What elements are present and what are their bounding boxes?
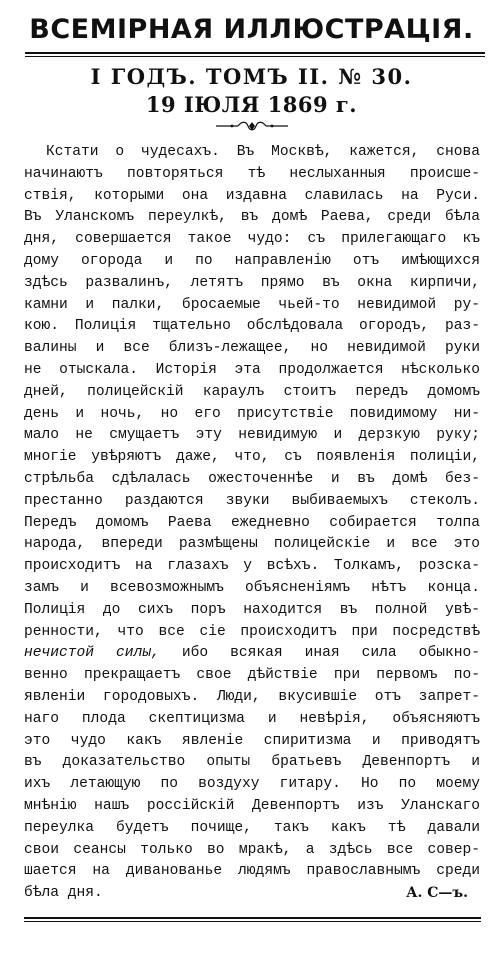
article-line: начинаютъ повторяться тѣ неслыханныя происше-	[24, 165, 480, 182]
ornament-flourish-icon	[214, 119, 290, 133]
article-line: венно прекращаетъ свое дѣйствіе при первомъ по-	[24, 667, 480, 684]
article-body	[24, 142, 480, 905]
italic-phrase: нечистой силы,	[24, 645, 160, 662]
article-last-line: бѣла дня.	[24, 885, 103, 902]
ornament-divider	[0, 118, 503, 134]
article-signoff	[24, 883, 480, 905]
article-line: не отыскала. Исторія эта продолжается нѣсколько	[24, 361, 480, 378]
article-line: дней, полицейскій караулъ стоитъ передъ домомъ	[24, 383, 480, 400]
article-line: шается на диванованье людямъ православнымъ среди	[24, 863, 480, 880]
issue-volume-line: I ГОДЪ. ТОМЪ II. № 30.	[90, 64, 413, 89]
article-line: Кстати о чудесахъ. Въ Москвѣ, кажется, снова	[46, 144, 480, 160]
footer-rule-thick	[24, 917, 481, 919]
article-line: въ доказательство опыты братьевъ Девенпортъ и	[24, 754, 480, 771]
article-line: Полиція до сихъ поръ находится въ полной увѣ-	[24, 601, 480, 618]
article-line: мало не смущаетъ эту невидимую и дерзкую руку;	[24, 427, 480, 444]
article-line: дня, совершается такое чудо: съ прилегающаго къ	[24, 231, 480, 248]
italic-line-rest: ибо всякая иная сила обыкно-	[159, 645, 480, 662]
article-line: мнѣнію нашъ россійскій Девенпортъ изъ Уланскаго	[24, 797, 480, 814]
author-signature: А. С—ъ.	[406, 885, 468, 902]
article-line: день и ночь, но его присутствіе повидимому ни-	[24, 405, 480, 422]
article-line: многіе увѣряютъ даже, что, съ появленія полиціи,	[24, 449, 480, 466]
article-line: ихъ летающую по воздуху гитару. Но по моему	[24, 776, 480, 793]
masthead-rule-thin	[25, 56, 485, 57]
article-line: Передъ домомъ Раева ежедневно собирается толпа	[24, 514, 480, 531]
article-line: стрѣльба сдѣлалась ожесточеннѣе и въ домѣ без-	[24, 470, 480, 487]
article-line: ствія, которыми она издавна славилась на Руси.	[24, 187, 480, 204]
article-line: кою. Полиція тщательно обслѣдовала огородъ, раз-	[24, 318, 480, 335]
article-line: наго плода скептицизма и невѣрія, объясняютъ	[24, 710, 480, 727]
article-line: дому огорода и по направленію отъ имѣющихся	[24, 252, 480, 269]
issue-date: 19 ІЮЛЯ 1869 г.	[145, 92, 358, 117]
article-line: замъ и всевозможнымъ объясненіямъ нѣтъ конца.	[24, 579, 480, 596]
masthead-rule-thick	[25, 52, 485, 54]
article-line: свои сеансы только во мракѣ, а здѣсь все совер-	[24, 841, 480, 858]
article-line: происходитъ на глазахъ у всѣхъ. Толкамъ, розска-	[24, 558, 480, 575]
article-line: престанно раздаются звуки выбиваемыхъ стеколъ.	[24, 492, 480, 509]
footer-rule-thin	[24, 921, 481, 922]
article-line: явленіи городовыхъ. Люди, вкусившіе отъ запрет-	[24, 688, 480, 705]
article-line: это чудо какъ явленіе спиритизма и приводятъ	[24, 732, 480, 749]
article-line: валины и все близъ-лежащее, но невидимой руки	[24, 340, 480, 357]
article-line: ренности, что все сіе происходитъ при посредствѣ	[24, 623, 480, 640]
article-line: переулка будетъ почище, такъ какъ тѣ давали	[24, 819, 480, 836]
article-line-italic	[24, 643, 480, 665]
masthead-title: ВСЕМІРНАЯ ИЛЛЮСТРАЦІЯ.	[29, 14, 474, 45]
article-line: народа, впереди размѣщены полицейскіе и все это	[24, 536, 480, 553]
article-line: Въ Уланскомъ переулкѣ, въ домѣ Раева, среди бѣла	[24, 209, 480, 226]
article-line: здѣсь развалинъ, летятъ прямо въ окна кирпичи,	[24, 274, 480, 291]
article-line: камни и палки, бросаемые чьей-то невидимой ру-	[24, 296, 480, 313]
